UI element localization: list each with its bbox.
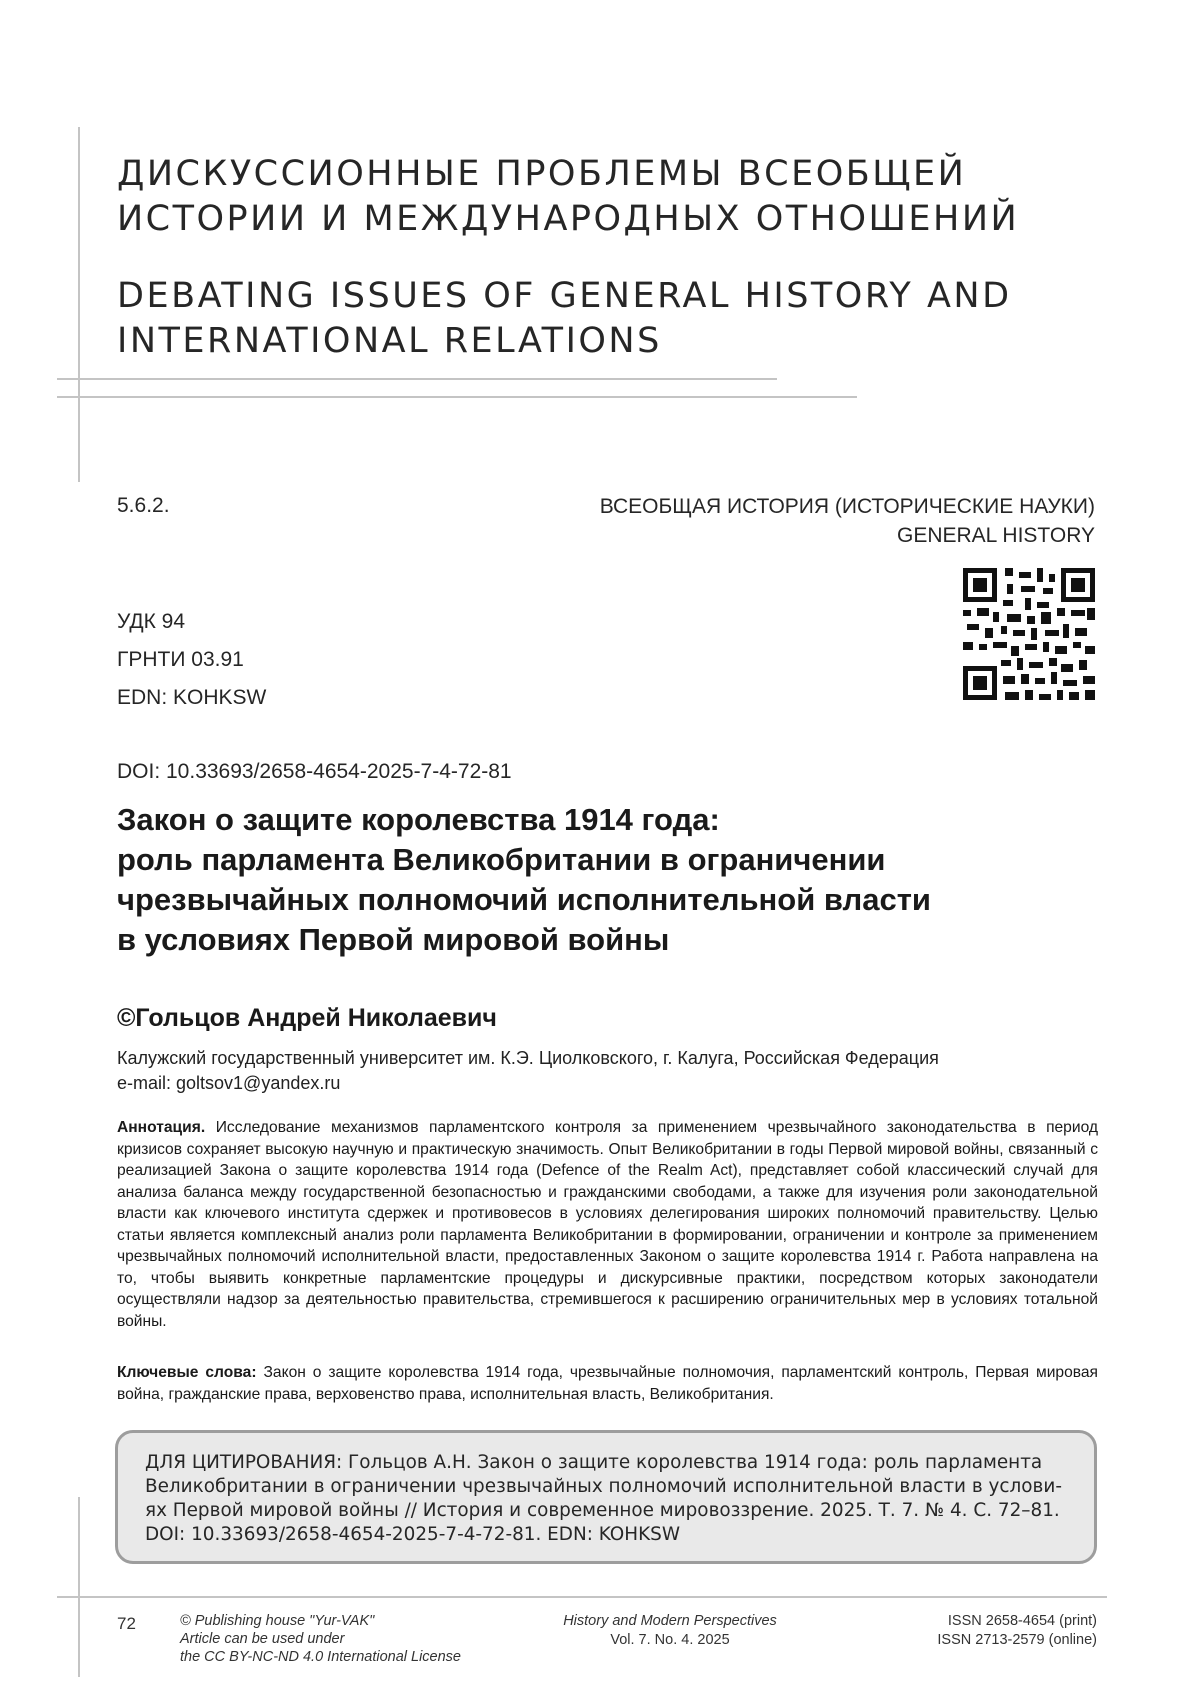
publisher-line: © Publishing house "Yur-VAK"	[180, 1613, 375, 1629]
grnti: ГРНТИ 03.91	[117, 648, 244, 671]
article-title	[117, 800, 1117, 960]
keywords	[117, 1362, 1098, 1405]
section-title-en-line: INTERNATIONAL RELATIONS	[117, 321, 662, 361]
frame-line-horizontal-1	[57, 378, 777, 380]
email: e-mail: goltsov1@yandex.ru	[117, 1073, 341, 1093]
qr-code	[963, 568, 1095, 700]
section-title-en-line: DEBATING ISSUES OF GENERAL HISTORY AND	[117, 276, 1012, 316]
article-title-line: Закон о защите королевства 1914 года:	[117, 802, 720, 837]
page-number: 72	[117, 1614, 136, 1633]
publisher-line: the CC BY-NC-ND 4.0 International License	[180, 1649, 461, 1665]
citation-text	[145, 1451, 1067, 1547]
article-title-line: чрезвычайных полномочий исполнительной власти	[117, 882, 931, 917]
qr-code-icon	[963, 568, 1095, 700]
journal-issue: Vol. 7. No. 4. 2025	[610, 1632, 730, 1648]
rubric-ru: ВСЕОБЩАЯ ИСТОРИЯ (ИСТОРИЧЕСКИЕ НАУКИ)	[599, 495, 1095, 518]
section-title-ru	[117, 152, 1117, 242]
issn-info	[937, 1612, 1097, 1650]
keywords-label: Ключевые слова:	[117, 1364, 257, 1381]
citation-box	[115, 1430, 1097, 1564]
keywords-text: Закон о защите королевства 1914 года, чрезвычайные полномочия, парламентский контроль, Первая мировая война, гражданские права, верховенство права, исполнительная власть, Великобритания.	[117, 1364, 1098, 1403]
edn: EDN: KOHKSW	[117, 686, 267, 709]
publisher-info	[180, 1612, 461, 1666]
rubric	[600, 492, 1095, 550]
journal-name: History and Modern Perspectives	[563, 1613, 777, 1629]
section-title-en	[117, 274, 1117, 364]
udk: УДК 94	[117, 610, 186, 633]
author-affiliation	[117, 1046, 939, 1096]
abstract	[117, 1117, 1098, 1332]
article-title-line: роль парламента Великобритании в ограничении	[117, 842, 886, 877]
citation-line: ях Первой мировой войны // История и современное мировоззрение. 2025. Т. 7. № 4. С. 72–81.	[145, 1500, 1060, 1521]
citation-line: ДЛЯ ЦИТИРОВАНИЯ: Гольцов А.Н. Закон о защите королевства 1914 года: роль парламента	[145, 1452, 1043, 1473]
frame-line-vertical-bottom	[78, 1497, 80, 1677]
frame-line-horizontal-2	[57, 396, 857, 398]
issn-print: ISSN 2658-4654 (print)	[947, 1613, 1097, 1629]
abstract-text: Исследование механизмов парламентского контроля за применением чрезвычайного законодательства в период кризисов сохраняет высокую научную и практическую значимость. Опыт Великобритании в годы Первой мировой войны, связанный с реализацией Закона о защите королевства 1914 года (Defence of the Realm Act), представляет собой классический случай для анализа баланса между государственной безопасностью и гражданскими свободами, а также для изучения роли законодательной власти как ключевого института сдержек и противовесов в условиях делегирования широких полномочий правительству. Целью статьи является комплексный анализ роли парламента Великобритании в формировании, ограничении и контроле за применением чрезвычайных полномочий исполнительной власти, предоставленных Законом о защите королевства 1914 г. Работа направлена на то, чтобы выявить конкретные парламентские процедуры и дискурсивные практики, посредством которых законодатели осуществляли надзор за деятельностью правительства, стремившегося к расширению ограничительных мер в условиях тотальной войны.	[117, 1119, 1098, 1330]
citation-line: Великобритании в ограничении чрезвычайных полномочий исполнительной власти в услови-	[145, 1476, 1062, 1497]
abstract-label: Аннотация.	[117, 1119, 206, 1136]
article-title-line: в условиях Первой мировой войны	[117, 922, 670, 957]
rubric-en: GENERAL HISTORY	[896, 524, 1095, 547]
section-title-ru-line: ИСТОРИИ И МЕЖДУНАРОДНЫХ ОТНОШЕНИЙ	[117, 199, 1020, 239]
issn-online: ISSN 2713-2579 (online)	[937, 1632, 1097, 1648]
citation-line: DOI: 10.33693/2658-4654-2025-7-4-72-81. EDN: KOHKSW	[145, 1524, 681, 1545]
author-name: ©Гольцов Андрей Николаевич	[117, 1004, 497, 1032]
affiliation: Калужский государственный университет им. К.Э. Циолковского, г. Калуга, Российская Федерация	[117, 1048, 939, 1068]
frame-line-footer	[57, 1596, 1107, 1598]
publisher-line: Article can be used under	[180, 1631, 345, 1647]
identifiers	[117, 603, 266, 717]
specialty-code: 5.6.2.	[117, 494, 170, 517]
doi: DOI: 10.33693/2658-4654-2025-7-4-72-81	[117, 760, 512, 783]
frame-line-vertical-top	[78, 127, 80, 482]
section-title-ru-line: ДИСКУССИОННЫЕ ПРОБЛЕМЫ ВСЕОБЩЕЙ	[117, 154, 967, 194]
journal-info	[520, 1612, 820, 1650]
